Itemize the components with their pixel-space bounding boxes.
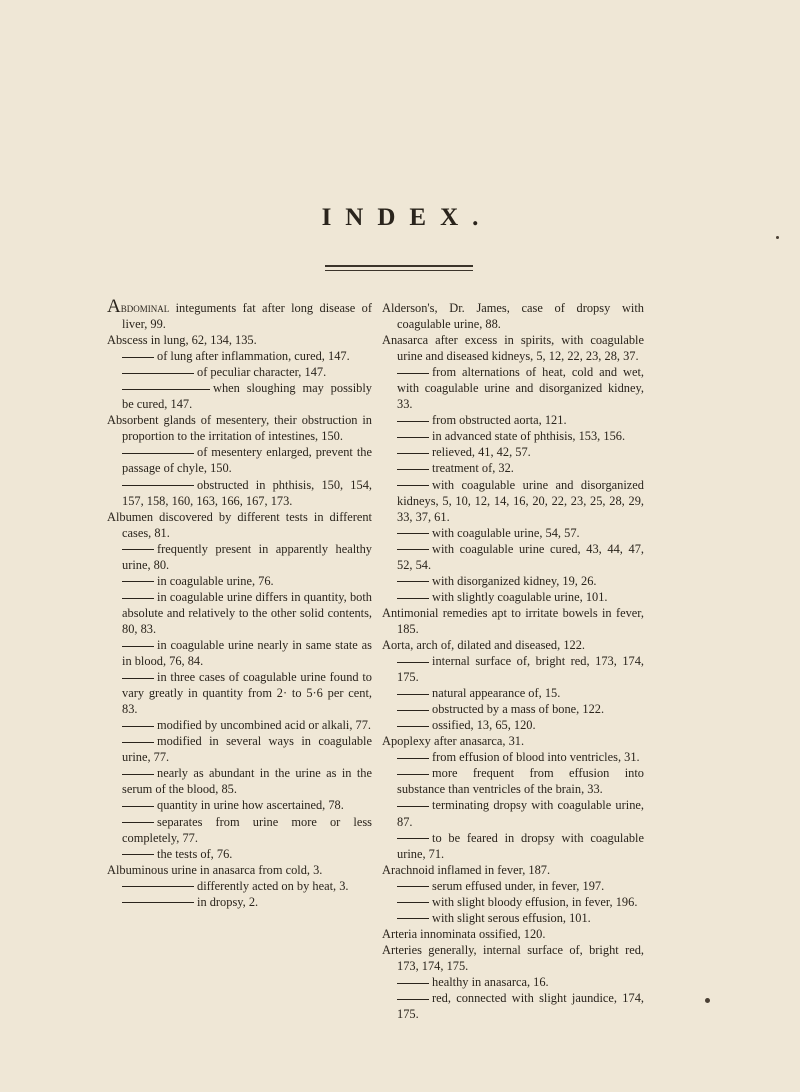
index-entry [107, 296, 372, 332]
entry-text: with coagulable urine cured, 43, 44, 47, 52, 54. [397, 541, 644, 572]
entry-text: with coagulable urine, 54, 57. [432, 525, 580, 540]
index-entry [382, 910, 644, 926]
initial-capital: A [107, 296, 121, 317]
ditto-dash [397, 549, 429, 550]
index-entry [107, 573, 372, 589]
index-entry [107, 637, 372, 669]
index-entry [382, 300, 644, 332]
index-entry [107, 894, 372, 910]
ditto-dash [397, 469, 429, 470]
entry-text: Apoplexy after anasarca, 31. [382, 734, 525, 749]
index-entry [382, 765, 644, 797]
entry-text: Aorta, arch of, dilated and diseased, 122. [382, 637, 585, 652]
index-entry [107, 477, 372, 509]
ditto-dash [122, 453, 194, 454]
index-column-right [382, 300, 644, 1022]
index-entry [382, 332, 644, 364]
index-entry [107, 878, 372, 894]
index-entry [382, 460, 644, 476]
index-entry [107, 332, 372, 348]
index-entry [382, 589, 644, 605]
entry-text: Albuminous urine in anasarca from cold, 3. [107, 862, 323, 877]
index-entry [107, 797, 372, 813]
ditto-dash [397, 902, 429, 903]
index-entry [107, 862, 372, 878]
index-entry [382, 444, 644, 460]
entry-text: with slight serous effusion, 101. [432, 910, 591, 925]
entry-text: of mesentery enlarged, prevent the passage of chyle, 150. [122, 445, 372, 476]
index-entry [382, 749, 644, 765]
entry-text: with slightly coagulable urine, 101. [432, 589, 608, 604]
ditto-dash [122, 549, 154, 550]
index-entry [107, 589, 372, 637]
ditto-dash [122, 822, 154, 823]
ditto-dash [397, 598, 429, 599]
entry-text: treatment of, 32. [432, 461, 514, 476]
index-entry [382, 701, 644, 717]
index-entry [107, 733, 372, 765]
title-rule [325, 265, 473, 271]
index-entry [382, 717, 644, 733]
ditto-dash [397, 437, 429, 438]
entry-text: with slight bloody effusion, in fever, 196. [432, 894, 638, 909]
entry-text: with coagulable urine and disorganized kidneys, 5, 10, 12, 14, 16, 20, 22, 23, 25, 28, 29, 33, 37, 61. [397, 477, 644, 524]
entry-text: obstructed in phthisis, 150, 154, 157, 158, 160, 163, 166, 167, 173. [122, 477, 372, 508]
index-entry [382, 653, 644, 685]
index-entry [382, 412, 644, 428]
ditto-dash [122, 485, 194, 486]
entry-text: Arteria innominata ossified, 120. [382, 926, 546, 941]
entry-text: Arteries generally, internal surface of, bright red, 173, 174, 175. [382, 942, 644, 973]
entry-text: from alternations of heat, cold and wet, with coagulable urine and disorganized kidney, 33. [397, 365, 644, 412]
ditto-dash [397, 710, 429, 711]
entry-text: Anasarca after excess in spirits, with coagulable urine and diseased kidneys, 5, 12, 22, 23, 28, 37. [382, 333, 644, 364]
ditto-dash [122, 902, 194, 903]
ditto-dash [122, 389, 210, 390]
ditto-dash [397, 983, 429, 984]
ditto-dash [397, 999, 429, 1000]
index-entry [382, 974, 644, 990]
entry-text: Arachnoid inflamed in fever, 187. [382, 862, 551, 877]
ditto-dash [397, 533, 429, 534]
ditto-dash [397, 581, 429, 582]
index-entry [107, 412, 372, 444]
entry-text: Abscess in lung, 62, 134, 135. [107, 333, 257, 348]
entry-text: terminating dropsy with coagulable urine, 87. [397, 798, 644, 829]
entry-text: Alderson's, Dr. James, case of dropsy with coagulable urine, 88. [382, 301, 644, 332]
index-entry [382, 990, 644, 1022]
entry-text: Albumen discovered by different tests in different cases, 81. [107, 509, 372, 540]
ditto-dash [397, 485, 429, 486]
ditto-dash [397, 806, 429, 807]
ditto-dash [397, 774, 429, 775]
index-entry [107, 364, 372, 380]
ditto-dash [122, 357, 154, 358]
entry-text: relieved, 41, 42, 57. [432, 445, 531, 460]
ditto-dash [122, 806, 154, 807]
ditto-dash [397, 453, 429, 454]
entry-text: red, connected with slight jaundice, 174, 175. [397, 991, 644, 1022]
index-entry [382, 830, 644, 862]
ditto-dash [397, 918, 429, 919]
entry-text: in coagulable urine, 76. [157, 573, 274, 588]
index-entry [382, 428, 644, 444]
ink-speck [776, 236, 779, 239]
index-entry [382, 525, 644, 541]
index-entry [382, 685, 644, 701]
ditto-dash [122, 646, 154, 647]
entry-text: with disorganized kidney, 19, 26. [432, 573, 597, 588]
entry-text: the tests of, 76. [157, 846, 233, 861]
entry-text: Absorbent glands of mesentery, their obstruction in proportion to the irritation of intestines, 150. [107, 413, 372, 444]
ditto-dash [122, 854, 154, 855]
index-entry [382, 541, 644, 573]
ditto-dash [397, 662, 429, 663]
index-entry [107, 765, 372, 797]
ditto-dash [122, 742, 154, 743]
ditto-dash [122, 581, 154, 582]
entry-text: in coagulable urine nearly in same state as in blood, 76, 84. [122, 637, 372, 669]
entry-text: frequently present in apparently healthy urine, 80. [122, 541, 372, 572]
entry-text: serum effused under, in fever, 197. [432, 878, 605, 893]
entry-text: internal surface of, bright red, 173, 174, 175. [397, 654, 644, 685]
index-entry [107, 814, 372, 846]
index-entry [107, 444, 372, 476]
index-entry [107, 541, 372, 573]
entry-text: natural appearance of, 15. [432, 686, 561, 701]
entry-text: in advanced state of phthisis, 153, 156. [432, 429, 626, 444]
index-entry [382, 605, 644, 637]
ditto-dash [397, 838, 429, 839]
entry-text: quantity in urine how ascertained, 78. [157, 798, 344, 813]
index-entry [382, 364, 644, 412]
index-entry [107, 509, 372, 541]
index-entry [107, 348, 372, 364]
index-entry [107, 380, 372, 412]
entry-text: differently acted on by heat, 3. [197, 878, 349, 893]
ditto-dash [397, 886, 429, 887]
ditto-dash [397, 758, 429, 759]
ditto-dash [397, 726, 429, 727]
entry-text: nearly as abundant in the urine as in the serum of the blood, 85. [122, 766, 372, 797]
small-caps-word: bdominal [120, 301, 170, 315]
ditto-dash [122, 373, 194, 374]
index-entry [382, 878, 644, 894]
ditto-dash [397, 373, 429, 374]
entry-text: more frequent from effusion into substance than ventricles of the brain, 33. [397, 766, 644, 797]
index-entry [382, 942, 644, 974]
index-entry [382, 894, 644, 910]
page-title: INDEX. [321, 204, 493, 231]
entry-text: to be feared in dropsy with coagulable urine, 71. [397, 830, 644, 861]
index-entry [382, 733, 644, 749]
entry-text: separates from urine more or less completely, 77. [122, 814, 372, 845]
entry-text: obstructed by a mass of bone, 122. [432, 702, 605, 717]
ditto-dash [122, 886, 194, 887]
ditto-dash [397, 421, 429, 422]
ink-speck [705, 998, 710, 1003]
index-entry [382, 797, 644, 829]
index-entry [382, 637, 644, 653]
index-entry [382, 477, 644, 525]
index-entry [382, 573, 644, 589]
entry-text: from effusion of blood into ventricles, 31. [432, 750, 640, 765]
entry-text: ossified, 13, 65, 120. [432, 718, 536, 733]
index-entry [107, 669, 372, 717]
entry-text: healthy in anasarca, 16. [432, 974, 549, 989]
entry-text: of lung after inflammation, cured, 147. [157, 349, 350, 364]
entry-text: in dropsy, 2. [197, 894, 259, 909]
index-entry [107, 846, 372, 862]
index-entry [107, 717, 372, 733]
index-entry [382, 926, 644, 942]
ditto-dash [122, 726, 154, 727]
ditto-dash [397, 694, 429, 695]
entry-text: from obstructed aorta, 121. [432, 413, 567, 428]
entry-text: integuments fat after long disease of liver, 99. [122, 301, 372, 332]
index-entry [382, 862, 644, 878]
ditto-dash [122, 678, 154, 679]
index-column-left [107, 296, 372, 910]
entry-text: of peculiar character, 147. [197, 365, 327, 380]
entry-text: in coagulable urine differs in quantity, both absolute and relatively to the other solid contents, 80, 83. [122, 589, 372, 636]
entry-text: in three cases of coagulable urine found to vary greatly in quantity from 2· to 5·6 per cent, 83. [122, 670, 372, 717]
ditto-dash [122, 774, 154, 775]
ditto-dash [122, 598, 154, 599]
entry-text: modified in several ways in coagulable urine, 77. [122, 734, 372, 765]
entry-text: modified by uncombined acid or alkali, 77. [157, 718, 372, 733]
entry-text: Antimonial remedies apt to irritate bowels in fever, 185. [382, 605, 644, 636]
entry-text: when sloughing may possibly be cured, 147. [122, 381, 372, 412]
